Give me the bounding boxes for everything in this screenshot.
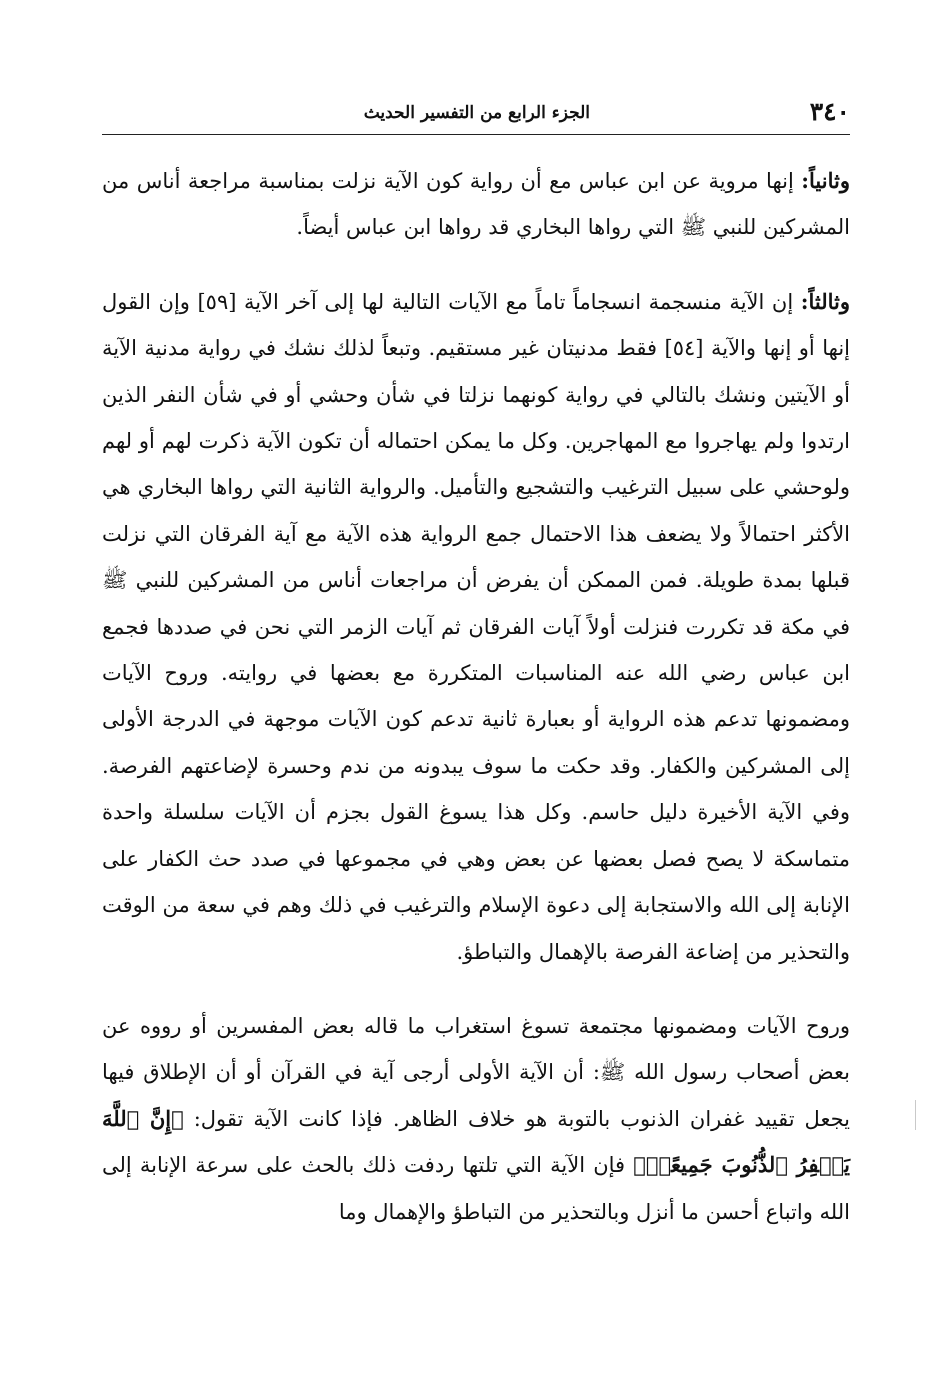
paragraph-lead: وثالثاً: (800, 288, 850, 314)
paragraph-lead: وثانياً: (801, 168, 850, 193)
page-body (102, 158, 850, 1235)
paragraph-text: وروح الآيات ومضمونها مجتمعة تسوغ استغراب ما قاله بعض المفسرين أو رووه عن بعض أصحاب رسول الله ﷺ: أن الآية الأولى أرجى آية في القرآن أو أن الإطلاق فيها يجعل تقييد غفران الذنوب بالتوبة هو خلاف الظاهر. فإذا كانت الآية تقول: (102, 1013, 850, 1131)
page-header (102, 96, 850, 130)
paragraph-secondly (102, 158, 850, 251)
page-number: ٣٤٠ (809, 97, 850, 126)
paragraph-spirit-of-verses (102, 1003, 850, 1235)
paragraph-text: إنها مروية عن ابن عباس مع أن رواية كون الآية نزلت بمناسبة مراجعة أناس من المشركين للنبي ﷺ التي رواها البخاري قد رواها ابن عباس أيضاً. (102, 169, 850, 240)
paragraph-thirdly (102, 279, 850, 975)
quran-verse-quote: ﴿إِنَّ ٱللَّهَ يَغۡفِرُ ٱلذُّنُوبَ جَمِيعًاۚ﴾ (102, 1105, 850, 1178)
margin-mark (915, 1100, 916, 1130)
header-rule (102, 134, 850, 135)
running-title: الجزء الرابع من التفسير الحديث (363, 103, 590, 123)
paragraph-text: فإن الآية التي تلتها ردفت ذلك بالحث على سرعة الإنابة إلى الله واتباع أحسن ما أنزل وبالتحذير من التباطؤ والإهمال وما (102, 1153, 850, 1224)
paragraph-text: إن الآية منسجمة انسجاماً تاماً مع الآيات التالية لها إلى آخر الآية [٥٩] وإن القول إنها أو إنها والآية [٥٤] فقط مدنيتان غير مستقيم. وتبعاً لذلك نشك في رواية مدنية الآية أو الآيتين ونشك بالتالي في رواية كونهما نزلتا في شأن وحشي أو في شأن النفر الذين ارتدوا ولم يهاجروا مع المهاجرين. وكل ما يمكن احتماله أن تكون الآية ذكرت لهم أو لهم ولوحشي على سبيل الترغيب والتشجيع والتأميل. والرواية الثانية التي رواها البخاري هي الأكثر احتمالاً ولا يضعف هذا الاحتمال جمع الرواية هذه الآية مع آية الفرقان التي نزلت قبلها بمدة طويلة. فمن الممكن أن يفرض أن مراجعات أناس من المشركين للنبي ﷺ في مكة قد تكررت فنزلت أولاً آيات الفرقان ثم آيات الزمر التي نحن في صددها فجمع ابن عباس رضي الله عنه المناسبات المتكررة مع بعضها في روايته. وروح الآيات ومضمونها تدعم هذه الرواية أو بعبارة ثانية تدعم كون الآيات موجهة في الدرجة الأولى إلى المشركين والكفار. وقد حكت ما سوف يبدونه من ندم وحسرة لإضاعتهم الفرصة. وفي الآية الأخيرة دليل حاسم. وكل هذا يسوغ القول بجزم أن الآيات سلسلة واحدة متماسكة لا يصح فصل بعضها عن بعض وهي في مجموعها في صدد حث الكفار على الإنابة إلى الله والاستجابة إلى دعوة الإسلام والترغيب في ذلك وهم في سعة من الوقت والتحذير من إضاعة الفرصة بالإهمال والتباطؤ. (102, 289, 850, 964)
